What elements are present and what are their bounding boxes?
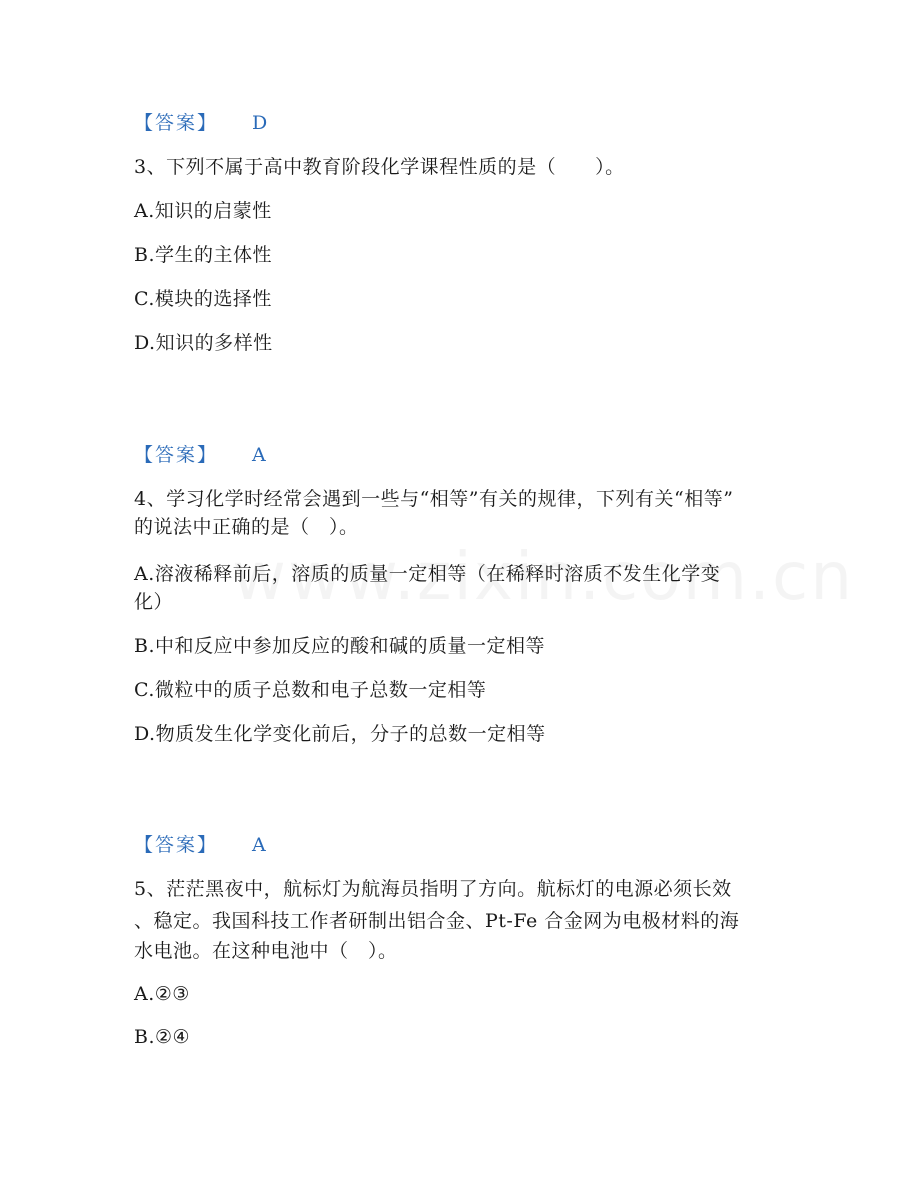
answer-value: A (252, 444, 266, 466)
answer-label: 【答案】 (134, 834, 219, 856)
question-3-option-a: A.知识的启蒙性 (134, 200, 272, 222)
question-5-stem-line-2: 、稳定。我国科技工作者研制出铝合金、Pt-Fe 合金网为电极材料的海 (134, 910, 740, 932)
question-5-stem-line-1: 5、茫茫黑夜中，航标灯为航海员指明了方向。航标灯的电源必须长效 (134, 878, 732, 900)
question-3-option-d: D.知识的多样性 (134, 332, 273, 354)
question-3-option-c: C.模块的选择性 (134, 288, 272, 310)
question-3-option-b: B.学生的主体性 (134, 244, 273, 266)
question-3-stem: 3、下列不属于高中教育阶段化学课程性质的是（ ）。 (134, 156, 625, 178)
question-4-stem-line-1: 4、学习化学时经常会遇到一些与“相等”有关的规律，下列有关“相等” (134, 488, 734, 510)
question-4-option-d: D.物质发生化学变化前后，分子的总数一定相等 (134, 723, 546, 745)
question-5-option-a: A.②③ (134, 983, 190, 1005)
question-4-option-c: C.微粒中的质子总数和电子总数一定相等 (134, 679, 487, 701)
answer-q3 (134, 443, 266, 467)
question-4-option-a-line-2: 化） (134, 591, 174, 613)
question-4-stem-line-2: 的说法中正确的是（ ）。 (134, 516, 359, 538)
question-4-option-a-line-1: A.溶液稀释前后，溶质的质量一定相等（在稀释时溶质不发生化学变 (134, 563, 721, 585)
question-5-option-b: B.②④ (134, 1026, 191, 1048)
answer-label: 【答案】 (134, 444, 219, 466)
question-4-option-b: B.中和反应中参加反应的酸和碱的质量一定相等 (134, 635, 546, 657)
answer-value: A (252, 834, 266, 856)
answer-label: 【答案】 (134, 112, 219, 134)
answer-q4 (134, 833, 266, 857)
question-5-stem-line-3: 水电池。在这种电池中（ ）。 (134, 940, 398, 962)
answer-q2 (134, 111, 267, 135)
answer-value: D (252, 112, 268, 134)
